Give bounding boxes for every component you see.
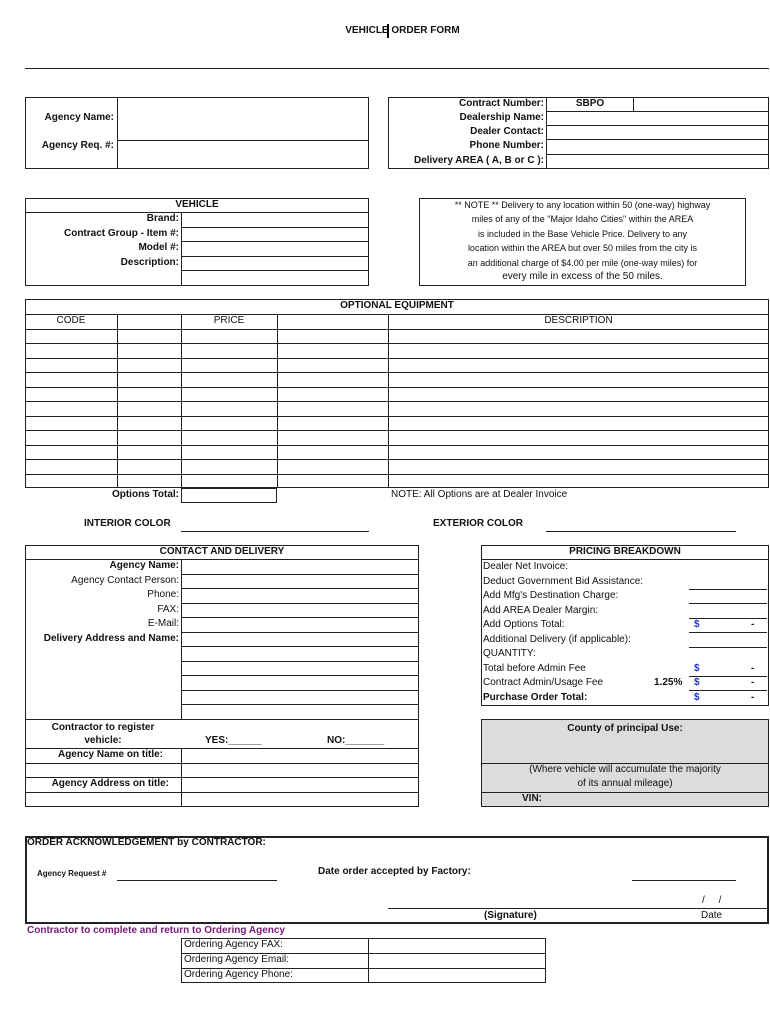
note-line-2: miles of any of the "Major Idaho Cities" within the AREA	[471, 214, 694, 224]
model-label: Model #:	[138, 242, 179, 253]
ordering-agency-email-field[interactable]	[369, 954, 545, 968]
contact-row-line	[181, 603, 419, 604]
title-divider	[25, 68, 769, 69]
agency-address-on-title-label: Agency Address on title:	[51, 778, 169, 789]
brand-field[interactable]	[182, 213, 368, 227]
county-label: County of principal Use:	[567, 723, 683, 734]
pricing-row-label: Purchase Order Total:	[483, 692, 588, 703]
acknowledgement-header: ORDER ACKNOWLEDGEMENT by CONTRACTOR:	[27, 837, 266, 848]
vin-label: VIN:	[522, 793, 542, 804]
optional-price-cell[interactable]	[181, 401, 277, 416]
ordering-agency-phone-field[interactable]	[369, 969, 545, 982]
vehicle-header: VEHICLE	[175, 199, 219, 210]
code-column-header: CODE	[56, 315, 86, 326]
pricing-value[interactable]: -	[751, 677, 755, 688]
contract-number-value: SBPO	[575, 98, 605, 109]
form-title: VEHICLE ORDER FORM	[345, 25, 460, 36]
optional-price-cell[interactable]	[181, 343, 277, 358]
dealer-contact-label: Dealer Contact:	[470, 126, 544, 137]
pricing-row-label: Contract Admin/Usage Fee	[483, 677, 604, 688]
date-accepted-line[interactable]	[632, 880, 736, 881]
return-instructions: Contractor to complete and return to Ordering Agency	[27, 925, 285, 936]
contract-group-label: Contract Group - Item #:	[63, 228, 179, 239]
agency-req-label: Agency Req. #:	[41, 140, 114, 151]
contact-row-line	[181, 617, 419, 618]
contact-row-line	[181, 588, 419, 589]
date-label: Date	[701, 910, 723, 921]
optional-price-cell[interactable]	[181, 416, 277, 430]
pricing-value-line	[689, 589, 767, 590]
pricing-value[interactable]: -	[751, 663, 755, 674]
pricing-row-label: Total before Admin Fee	[483, 663, 586, 674]
interior-color-line[interactable]	[181, 531, 369, 532]
optional-code-cell[interactable]	[25, 358, 117, 372]
optional-description-cell[interactable]	[388, 358, 769, 372]
optional-code-cell[interactable]	[25, 474, 117, 488]
pricing-value[interactable]: -	[751, 692, 755, 703]
contact-agency-name-label: Agency Name:	[109, 560, 179, 571]
exterior-color-line[interactable]	[546, 531, 736, 532]
optional-code-cell[interactable]	[25, 430, 117, 445]
title-address-line-2	[25, 792, 419, 793]
signature-label: (Signature)	[484, 910, 537, 921]
optional-description-cell[interactable]	[388, 416, 769, 430]
optional-description-cell[interactable]	[388, 387, 769, 401]
pricing-row-label: Deduct Government Bid Assistance:	[483, 576, 644, 587]
pricing-dollar-sign: $	[694, 677, 700, 688]
optional-code-cell[interactable]	[25, 401, 117, 416]
optional-description-cell[interactable]	[388, 329, 769, 343]
register-label-line1: Contractor to register	[51, 722, 155, 733]
contact-email-label: E-Mail:	[147, 618, 179, 629]
text-cursor	[387, 24, 389, 38]
description-column-header: DESCRIPTION	[544, 315, 613, 326]
delivery-area-field[interactable]	[547, 155, 768, 168]
optional-description-cell[interactable]	[388, 445, 769, 459]
dealership-name-field[interactable]	[547, 112, 768, 125]
optional-description-cell[interactable]	[388, 401, 769, 416]
optional-description-cell[interactable]	[388, 474, 769, 488]
pricing-dollar-sign: $	[694, 663, 700, 674]
date-slashes: / /	[702, 895, 722, 906]
optional-price-cell[interactable]	[181, 372, 277, 387]
pricing-dollar-sign: $	[694, 619, 700, 630]
agency-name-field[interactable]	[118, 98, 368, 139]
pricing-row-label: Dealer Net Invoice:	[483, 561, 569, 572]
register-no-option[interactable]: NO:_______	[327, 735, 385, 746]
contact-fax-label: FAX:	[157, 604, 179, 615]
optional-description-cell[interactable]	[388, 430, 769, 445]
pricing-value[interactable]: -	[751, 619, 755, 630]
note-line-4: location within the AREA but over 50 miles from the city is	[467, 243, 698, 253]
contact-row-line	[181, 661, 419, 662]
county-field[interactable]	[484, 738, 766, 760]
contact-header: CONTACT AND DELIVERY	[159, 546, 285, 557]
optional-code-cell[interactable]	[25, 387, 117, 401]
contract-number-label: Contract Number:	[458, 98, 544, 109]
admin-fee-rate: 1.25%	[654, 677, 683, 688]
optional-description-cell[interactable]	[388, 372, 769, 387]
optional-description-cell[interactable]	[388, 459, 769, 474]
contract-number-divider	[633, 97, 634, 111]
dealership-name-label: Dealership Name:	[459, 112, 544, 123]
pricing-row-label: QUANTITY:	[483, 648, 536, 659]
optional-price-cell[interactable]	[181, 459, 277, 474]
date-accepted-label: Date order accepted by Factory:	[318, 866, 471, 877]
phone-number-label: Phone Number:	[469, 140, 544, 151]
pricing-row-label: Add AREA Dealer Margin:	[483, 605, 599, 616]
pricing-value-line	[689, 603, 767, 604]
pricing-row-label: Add Mfg's Destination Charge:	[483, 590, 619, 601]
pricing-header: PRICING BREAKDOWN	[569, 546, 681, 557]
title-name-line-2	[25, 763, 419, 764]
pricing-value-line	[689, 705, 767, 706]
delivery-area-label: Delivery AREA ( A, B or C ):	[413, 155, 544, 166]
contact-person-label: Agency Contact Person:	[71, 575, 179, 586]
county-note-line1: (Where vehicle will accumulate the majority	[529, 764, 721, 775]
phone-number-field[interactable]	[547, 140, 768, 154]
optional-price-cell[interactable]	[181, 358, 277, 372]
agency-name-label: Agency Name:	[44, 112, 114, 123]
contact-divider	[181, 559, 182, 719]
vehicle-line-4	[181, 270, 369, 271]
register-yes-option[interactable]: YES:______	[205, 735, 262, 746]
contract-group-field[interactable]	[182, 228, 368, 241]
brand-label: Brand:	[146, 213, 179, 224]
register-label-line2: vehicle:	[84, 735, 122, 746]
exterior-color-label: EXTERIOR COLOR	[433, 518, 524, 529]
optional-price-cell[interactable]	[181, 387, 277, 401]
optional-code-cell[interactable]	[25, 329, 117, 343]
agency-request-line[interactable]	[117, 880, 277, 881]
ordering-agency-fax-field[interactable]	[369, 939, 545, 953]
contact-row-line	[181, 675, 419, 676]
pricing-row-label: Additional Delivery (if applicable):	[483, 634, 631, 645]
pricing-value-line	[689, 618, 767, 619]
options-note: NOTE: All Options are at Dealer Invoice	[391, 489, 568, 500]
optional-price-cell[interactable]	[181, 430, 277, 445]
ordering-agency-phone-label: Ordering Agency Phone:	[184, 969, 293, 980]
optional-code-cell[interactable]	[25, 372, 117, 387]
contact-row-line	[181, 632, 419, 633]
pricing-value-line	[689, 690, 767, 691]
dealer-contact-field[interactable]	[547, 126, 768, 139]
county-note-line2: of its annual mileage)	[577, 778, 673, 789]
options-total-field[interactable]	[181, 488, 277, 503]
price-column-header: PRICE	[213, 315, 245, 326]
optional-code-cell[interactable]	[25, 445, 117, 459]
pricing-value-line	[689, 647, 767, 648]
delivery-address-label: Delivery Address and Name:	[43, 633, 179, 644]
optional-code-cell[interactable]	[25, 459, 117, 474]
optional-price-cell[interactable]	[181, 474, 277, 488]
contact-row-line	[181, 646, 419, 647]
optional-code-cell[interactable]	[25, 416, 117, 430]
note-line-3: is included in the Base Vehicle Price. Delivery to any	[477, 229, 688, 239]
optional-price-cell[interactable]	[181, 329, 277, 343]
ordering-agency-fax-label: Ordering Agency FAX:	[184, 939, 283, 950]
agency-name-on-title-label: Agency Name on title:	[57, 749, 163, 760]
ordering-agency-email-label: Ordering Agency Email:	[184, 954, 290, 965]
register-top-line	[25, 719, 419, 720]
pricing-value-line	[689, 676, 767, 677]
description-label: Description:	[120, 257, 179, 268]
options-total-label: Options Total:	[111, 489, 179, 500]
contact-row-line	[181, 574, 419, 575]
pricing-dollar-sign: $	[694, 692, 700, 703]
pricing-row-label: Add Options Total:	[483, 619, 565, 630]
contact-row-line	[181, 690, 419, 691]
optional-price-cell[interactable]	[181, 445, 277, 459]
optional-code-cell[interactable]	[25, 343, 117, 358]
vin-field[interactable]	[550, 793, 766, 806]
contact-phone-label: Phone:	[147, 589, 179, 600]
agency-req-field[interactable]	[118, 141, 368, 168]
pricing-value-line	[689, 632, 767, 633]
optional-equipment-header: OPTIONAL EQUIPMENT	[340, 300, 454, 311]
interior-color-label: INTERIOR COLOR	[84, 518, 171, 529]
note-line-5: an additional charge of $4.00 per mile (one-way miles) for	[467, 258, 698, 268]
note-line-6: every mile in excess of the 50 miles.	[502, 271, 663, 282]
agency-request-label: Agency Request #	[37, 869, 107, 878]
description-field[interactable]	[182, 257, 368, 270]
optional-description-cell[interactable]	[388, 343, 769, 358]
note-line-1: ** NOTE ** Delivery to any location within 50 (one-way) highway	[454, 200, 711, 210]
contact-row-line	[181, 704, 419, 705]
model-field[interactable]	[182, 242, 368, 256]
